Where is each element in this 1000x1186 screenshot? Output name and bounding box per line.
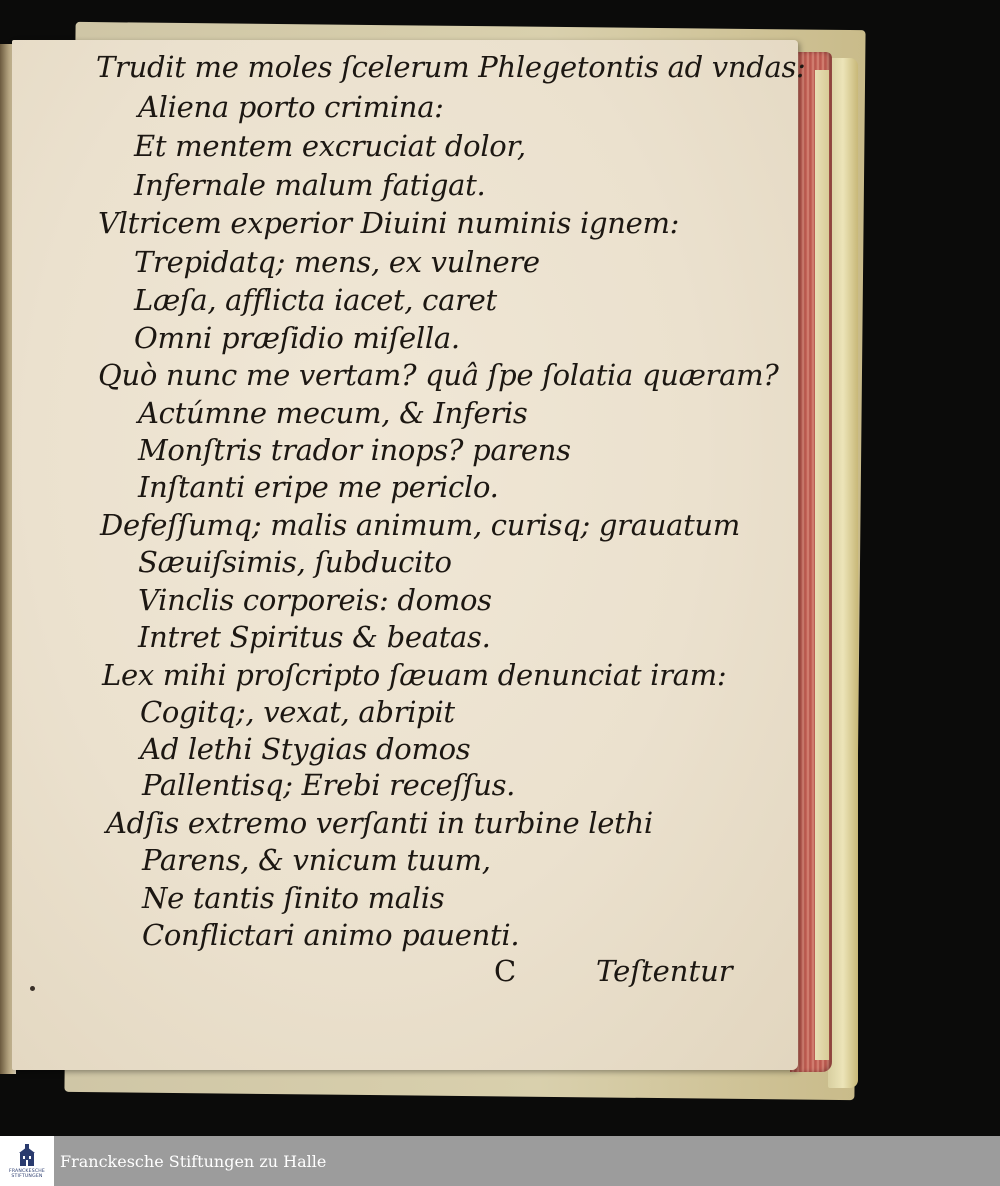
- poem-text: [12, 40, 806, 1070]
- poem-line: Omni præſidio miſella.: [134, 321, 460, 355]
- logo-text-line1: FRANCKESCHE: [8, 1168, 46, 1174]
- poem-line: Pallentisq; Erebi receſſus.: [142, 768, 516, 802]
- logo-text: [9, 1169, 45, 1180]
- poem-line: Actúmne mecum, & Inferis: [138, 396, 528, 430]
- poem-line: Ad lethi Stygias domos: [140, 732, 471, 766]
- poem-line: Ne tantis ſinito malis: [142, 881, 445, 915]
- poem-line: Sæuiſsimis, ſubducito: [138, 545, 452, 579]
- inner-page-edge: [815, 70, 829, 1060]
- institution-name: Franckesche Stiftungen zu Halle: [60, 1151, 327, 1171]
- poem-line: Inſtanti eripe me periclo.: [138, 470, 499, 504]
- cover-edge: [828, 58, 858, 1088]
- poem-line: Intret Spiritus & beatas.: [138, 620, 491, 654]
- book-page: [12, 40, 806, 1070]
- poem-line: Vltricem experior Diuini numinis ignem:: [98, 206, 680, 240]
- poem-line: Cogitq;, vexat, abripit: [140, 695, 455, 729]
- poem-line: Parens, & vnicum tuum,: [142, 843, 491, 877]
- poem-line: Monſtris trador inops? parens: [138, 433, 571, 467]
- poem-line: Vinclis corporeis: domos: [138, 583, 492, 617]
- logo-text-line2: STIFTUNGEN: [11, 1174, 43, 1179]
- poem-line: Trepidatq; mens, ex vulnere: [134, 245, 540, 279]
- orphanage-building-icon: [16, 1143, 38, 1169]
- footer-bar: [0, 1136, 1000, 1186]
- institution-logo[interactable]: [0, 1136, 54, 1186]
- catchword: Teſtentur: [596, 954, 733, 988]
- poem-line: Lex mihi proſcripto ſæuam denunciat iram:: [102, 658, 727, 692]
- poem-line: Trudit me moles ſcelerum Phlegetontis ad vndas:: [96, 50, 806, 84]
- poem-line: Infernale malum fatigat.: [134, 168, 486, 202]
- poem-line: Defeſſumq; malis animum, curisq; grauatum: [100, 508, 741, 542]
- poem-line: Aliena porto crimina:: [138, 90, 444, 124]
- poem-line: Quò nunc me vertam? quâ ſpe ſolatia quæram?: [98, 358, 779, 392]
- poem-line: Adſis extremo verſanti in turbine lethi: [106, 806, 653, 840]
- ink-speck: [30, 986, 35, 991]
- poem-line: Læſa, afflicta iacet, caret: [134, 283, 497, 317]
- poem-line: Et mentem excruciat dolor,: [134, 129, 526, 163]
- signature-mark: C: [494, 954, 517, 988]
- poem-line: Conflictari animo pauenti.: [142, 918, 520, 952]
